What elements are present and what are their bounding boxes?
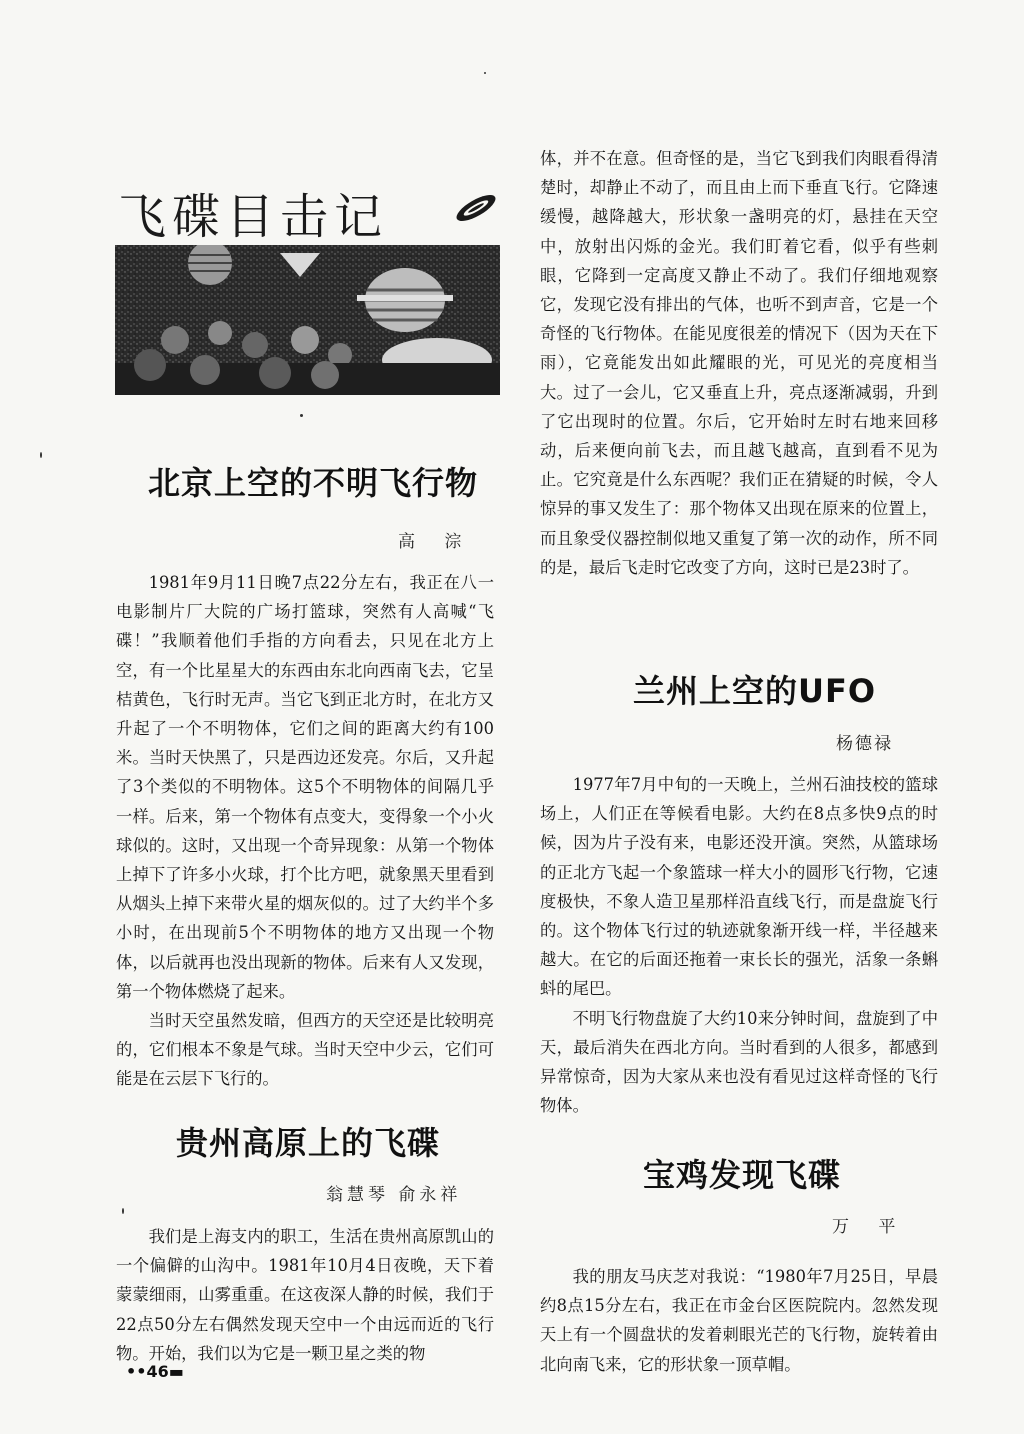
page-number-ornament-right: ▬ (168, 1362, 184, 1381)
page-number (126, 1362, 184, 1381)
paragraph: 1981年9月11日晚7点22分左右，我正在八一电影制片厂大院的广场打篮球，突然有人高喊“飞碟！”我顺着他们手指的方向看去，只见在北方上空，有一个比星星大的东西由东北向西南飞去，它呈桔黄色，飞行时无声。当它飞到正北方时，在北方又升起了一个不明物体，它们之间的距离大约有100米。当时天快黑了，只是西边还发亮。尔后，又升起了3个类似的不明物体。这5个不明物体的间隔几乎一样。后来，第一个物体有点变大，变得象一个小火球似的。这时，又出现一个奇异现象：从第一个物体上掉下了许多小火球，打个比方吧，就象黑天里看到从烟头上掉下来带火星的烟灰似的。过了大约半个多小时，在出现前5个不明物体的地方又出现一个物体，以后就再也没出现新的物体。后来有人又发现，第一个物体燃烧了起来。 (116, 573, 494, 1001)
article-body-guizhou-continued (540, 144, 938, 582)
scan-speck (300, 414, 303, 417)
paragraph: 体，并不在意。但奇怪的是，当它飞到我们肉眼看得清楚时，却静止不动了，而且由上而下垂直飞行。它降速缓慢，越降越大，形状象一盏明亮的灯，悬挂在天空中，放射出闪烁的金光。我们盯着它看，似乎有些刺眼，它降到一定高度又静止不动了。我们仔细地观察它，发现它没有排出的气体，也听不到声音，它是一个奇怪的飞行物体。在能见度很差的情况下（因为天在下雨），它竟能发出如此耀眼的光，可见光的亮度相当大。过了一会儿，它又垂直上升，亮点逐渐减弱，升到了它出现时的位置。尔后，它开始时左时右地来回移动，后来便向前飞去，而且越飞越高，直到看不见为止。它究竟是什么东西呢？我们正在猜疑的时候，令人惊异的事又发生了：那个物体又出现在原来的位置上，而且象受仪器控制似地又重复了第一次的动作，所不同的是，最后飞走时它改变了方向，这时已是23时了。 (540, 149, 938, 577)
article-body-guizhou (116, 1222, 494, 1368)
scan-speck (122, 1208, 124, 1214)
article-author-baoji: 万 平 (832, 1217, 908, 1237)
article-author-lanzhou: 杨德禄 (836, 734, 893, 754)
scan-speck (484, 72, 486, 74)
flying-saucer-icon (452, 186, 500, 226)
paragraph: 我们是上海支内的职工，生活在贵州高原凯山的一个偏僻的山沟中。1981年10月4日夜晚，天下着蒙蒙细雨，山雾重重。在这夜深人静的时候，我们于22点50分左右偶然发现天空中一个由远而近的飞行物。开始，我们以为它是一颗卫星之类的物 (116, 1227, 494, 1363)
scan-speck (40, 452, 42, 458)
article-body-lanzhou (540, 770, 938, 1120)
article-title-beijing: 北京上空的不明飞行物 (148, 464, 479, 502)
paragraph: 我的朋友马庆芝对我说：“1980年7月25日，早晨约8点15分左右，我正在市金台区医院院内。忽然发现天上有一个圆盘状的发着刺眼光芒的飞行物，旋转着由北向南飞来，它的形状象一顶草帽。 (540, 1267, 938, 1374)
paragraph: 当时天空虽然发暗，但西方的天空还是比较明亮的，它们根本不象是气球。当时天空中少云，它们可能是在云层下飞行的。 (116, 1011, 494, 1089)
article-author-beijing: 高 淙 (398, 532, 474, 552)
article-title-baoji: 宝鸡发现飞碟 (643, 1156, 842, 1194)
article-body-baoji (540, 1262, 938, 1379)
article-body-beijing (116, 568, 494, 1094)
article-author-guizhou: 翁慧琴 俞永祥 (326, 1185, 462, 1205)
article-title-lanzhou: 兰州上空的UFO (633, 672, 877, 710)
ufo-sighting-photo (115, 245, 500, 395)
page-number-value: 46 (146, 1362, 169, 1381)
paragraph: 1977年7月中旬的一天晚上，兰州石油技校的篮球场上，人们正在等候看电影。大约在8点多快9点的时候，因为片子没有来，电影还没开演。突然，从篮球场的正北方飞起一个象篮球一样大小的圆形飞行物，它速度极快，不象人造卫星那样沿直线飞行，而是盘旋飞行的。这个物体飞行过的轨迹就象渐开线一样，半径越来越大。在它的后面还拖着一束长长的强光，活象一条蝌蚪的尾巴。 (540, 775, 938, 999)
paragraph: 不明飞行物盘旋了大约10来分钟时间，盘旋到了中天，最后消失在西北方向。当时看到的人很多，都感到异常惊奇，因为大家从来也没有看见过这样奇怪的飞行物体。 (540, 1008, 938, 1116)
article-title-guizhou: 贵州高原上的飞碟 (176, 1124, 441, 1162)
page-number-ornament-left: •• (126, 1362, 147, 1381)
feature-title: 飞碟目击记 (118, 189, 389, 245)
